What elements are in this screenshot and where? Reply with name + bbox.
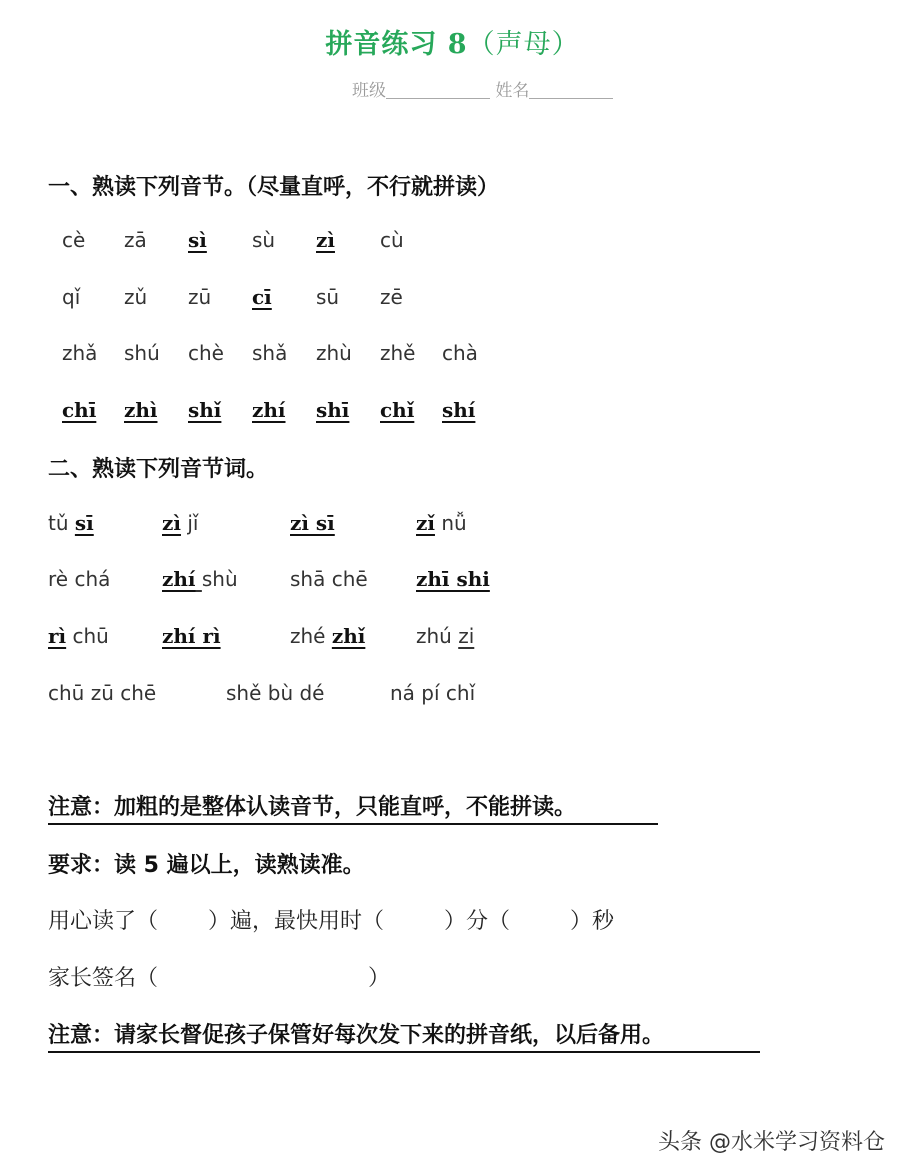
word-part: ná pí chǐ [390,681,476,705]
word-part: rè chá [48,567,111,591]
syllable: sū [316,285,340,309]
word-part-whole: zǐ [416,511,435,535]
syllable: shǎ [252,341,288,365]
word-part-whole: zhí rì [162,624,221,648]
word [390,681,475,705]
syllable-whole: shī [316,398,350,422]
word-part-whole: zhí [162,567,196,591]
word-part: zhú [416,624,452,648]
syllable: cè [62,228,86,252]
word [416,511,467,535]
note-whole-syllables: 注意：加粗的是整体认读音节，只能直呼，不能拼读。 [48,790,658,825]
word-part: nǚ [441,511,467,535]
syllable: shú [124,341,160,365]
parent-signature-close: ） [368,966,391,991]
word [162,511,198,535]
syllable-whole: zhì [124,398,158,422]
syllable: zā [124,228,147,252]
fastest-time-label: ）遍，最快用时（ [208,909,385,934]
watermark: 头条 @水米学习资料仓 [658,1130,885,1155]
section1-heading: 一、熟读下列音节。（尽量直呼，不行就拼读） [48,175,500,200]
word [416,624,474,648]
word-part: jǐ [187,511,199,535]
word [48,511,94,535]
syllable-whole: zì [316,228,335,252]
word-part-whole: rì [48,624,67,648]
word [290,624,365,648]
syllable: sù [252,228,276,252]
syllable-whole: shí [442,398,476,422]
title-main: 拼音练习 8 [325,29,468,60]
word [226,681,325,705]
syllable: zhù [316,341,352,365]
minutes-label: ）分（ [444,909,511,934]
syllable: zǔ [124,285,148,309]
word [290,567,368,591]
syllable-whole: cī [252,285,272,309]
title-sub: （声母） [467,29,580,60]
seconds-label: ）秒 [570,909,615,934]
syllable: zū [188,285,212,309]
parent-signature-label: 家长签名（ [48,966,159,991]
syllable: chè [188,341,224,365]
syllable: qǐ [62,285,81,309]
word-part-whole: sī [74,511,94,535]
word [48,681,156,705]
word-part: chū zū chē [48,681,157,705]
syllable: cù [380,228,404,252]
page-title [0,22,905,61]
name-blank[interactable] [529,84,613,99]
syllable-whole: sì [188,228,207,252]
name-label: 姓名 [495,81,530,101]
word [290,511,335,535]
read-count-label: 用心读了（ [48,909,159,934]
word-part-whole: zì sī [290,511,335,535]
class-blank[interactable] [386,84,490,99]
syllable: zhǎ [62,341,98,365]
word-part: chū [72,624,109,648]
word [48,567,110,591]
class-label: 班级 [352,81,386,101]
syllable-whole: chǐ [380,398,415,422]
requirement-text: 要求：读 5 遍以上，读熟读准。 [48,853,365,878]
word-part-whole: zhī shi [416,567,490,591]
word [162,567,238,591]
word-part: shě bù dé [226,681,325,705]
word [416,567,490,591]
syllable-whole: chī [62,398,97,422]
syllable: zhě [380,341,416,365]
parent-signature-line [48,961,390,992]
word-part-whole: zhǐ [331,624,366,648]
word-part: tǔ [48,511,69,535]
syllable-whole: shǐ [188,398,222,422]
word [48,624,109,648]
section2-heading: 二、熟读下列音节词。 [48,457,269,482]
syllable-whole: zhí [252,398,286,422]
word-part-whole: zì [162,511,181,535]
word [162,624,221,648]
read-count-line [48,904,614,935]
word-part: zhé [290,624,326,648]
word-part: shā chē [290,567,368,591]
syllable: zē [380,285,403,309]
syllable: chà [442,341,478,365]
word-part: shù [201,567,238,591]
name-bar [352,76,613,101]
note-keep-papers: 注意：请家长督促孩子保管好每次发下来的拼音纸，以后备用。 [48,1018,760,1053]
word-part-underlined: zi [458,624,475,648]
